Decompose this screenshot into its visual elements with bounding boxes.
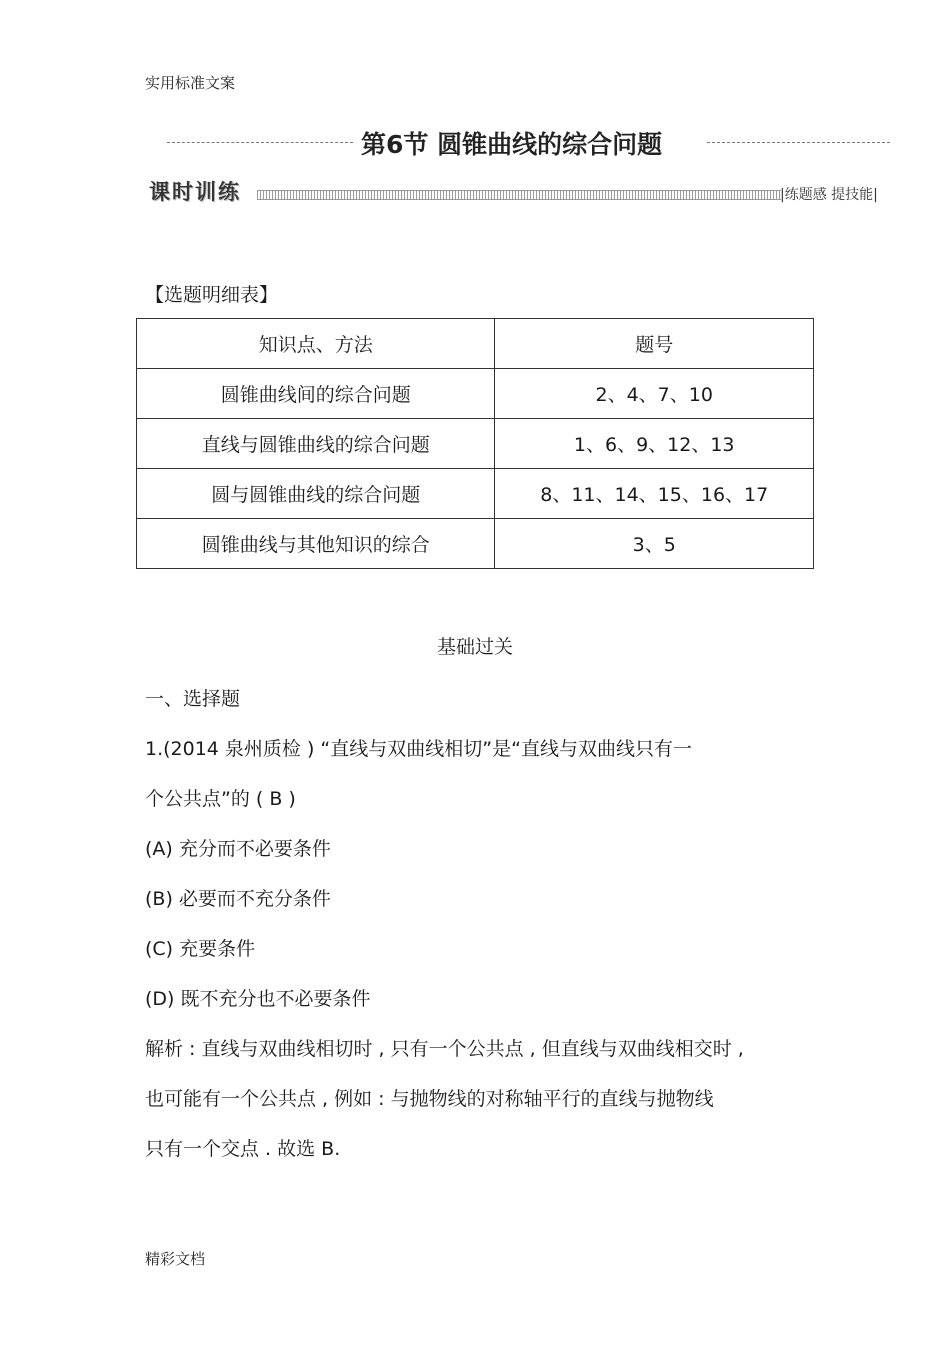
table-header-row [137, 319, 814, 369]
analysis-line-3: 只有一个交点 . 故选 B. [145, 1138, 341, 1160]
section-title: 基础过关 [436, 636, 513, 658]
table-row [137, 369, 814, 419]
title-divider-left [167, 142, 353, 143]
chapter-title: 第6节 圆锥曲线的综合问题 [361, 130, 663, 159]
table-row [137, 469, 814, 519]
option-a: (A) 充分而不必要条件 [145, 838, 331, 860]
analysis-line-1: 解析 : 直线与双曲线相切时 , 只有一个公共点 , 但直线与双曲线相交时 , [145, 1038, 744, 1060]
question-stem-line-2: 个公共点”的 ( B ) [145, 788, 296, 810]
table-row [137, 419, 814, 469]
analysis-line-2: 也可能有一个公共点 , 例如 : 与抛物线的对称轴平行的直线与抛物线 [145, 1088, 714, 1110]
table-header-topic: 知识点、方法 [137, 319, 495, 369]
page-header-text: 实用标准文案 [145, 74, 236, 92]
chapter-title-row [145, 125, 890, 161]
table-cell-number: 8、11、14、15、16、17 [495, 469, 814, 519]
option-c: (C) 充要条件 [145, 938, 256, 960]
subsection-title: 一、选择题 [145, 688, 241, 710]
practice-badge: 课时训练 [149, 180, 241, 204]
table-header-number: 题号 [495, 319, 814, 369]
table-cell-topic: 圆锥曲线间的综合问题 [137, 369, 495, 419]
option-b: (B) 必要而不充分条件 [145, 888, 331, 910]
page-footer-text: 精彩文档 [145, 1250, 206, 1268]
banner-tag: |练题感 提技能| [780, 187, 878, 203]
practice-banner [145, 176, 890, 206]
table-cell-topic: 圆锥曲线与其他知识的综合 [137, 519, 495, 569]
table-cell-number: 1、6、9、12、13 [495, 419, 814, 469]
question-stem-line-1: 1.(2014 泉州质检 ) “直线与双曲线相切”是“直线与双曲线只有一 [145, 738, 692, 760]
table-row [137, 519, 814, 569]
table-cell-topic: 圆与圆锥曲线的综合问题 [137, 469, 495, 519]
option-d: (D) 既不充分也不必要条件 [145, 988, 371, 1010]
table-caption: 【选题明细表】 [145, 284, 279, 306]
table-cell-topic: 直线与圆锥曲线的综合问题 [137, 419, 495, 469]
table-cell-number: 2、4、7、10 [495, 369, 814, 419]
table-cell-number: 3、5 [495, 519, 814, 569]
banner-bar [257, 190, 781, 200]
topic-table [136, 318, 814, 569]
title-divider-right [707, 142, 890, 143]
